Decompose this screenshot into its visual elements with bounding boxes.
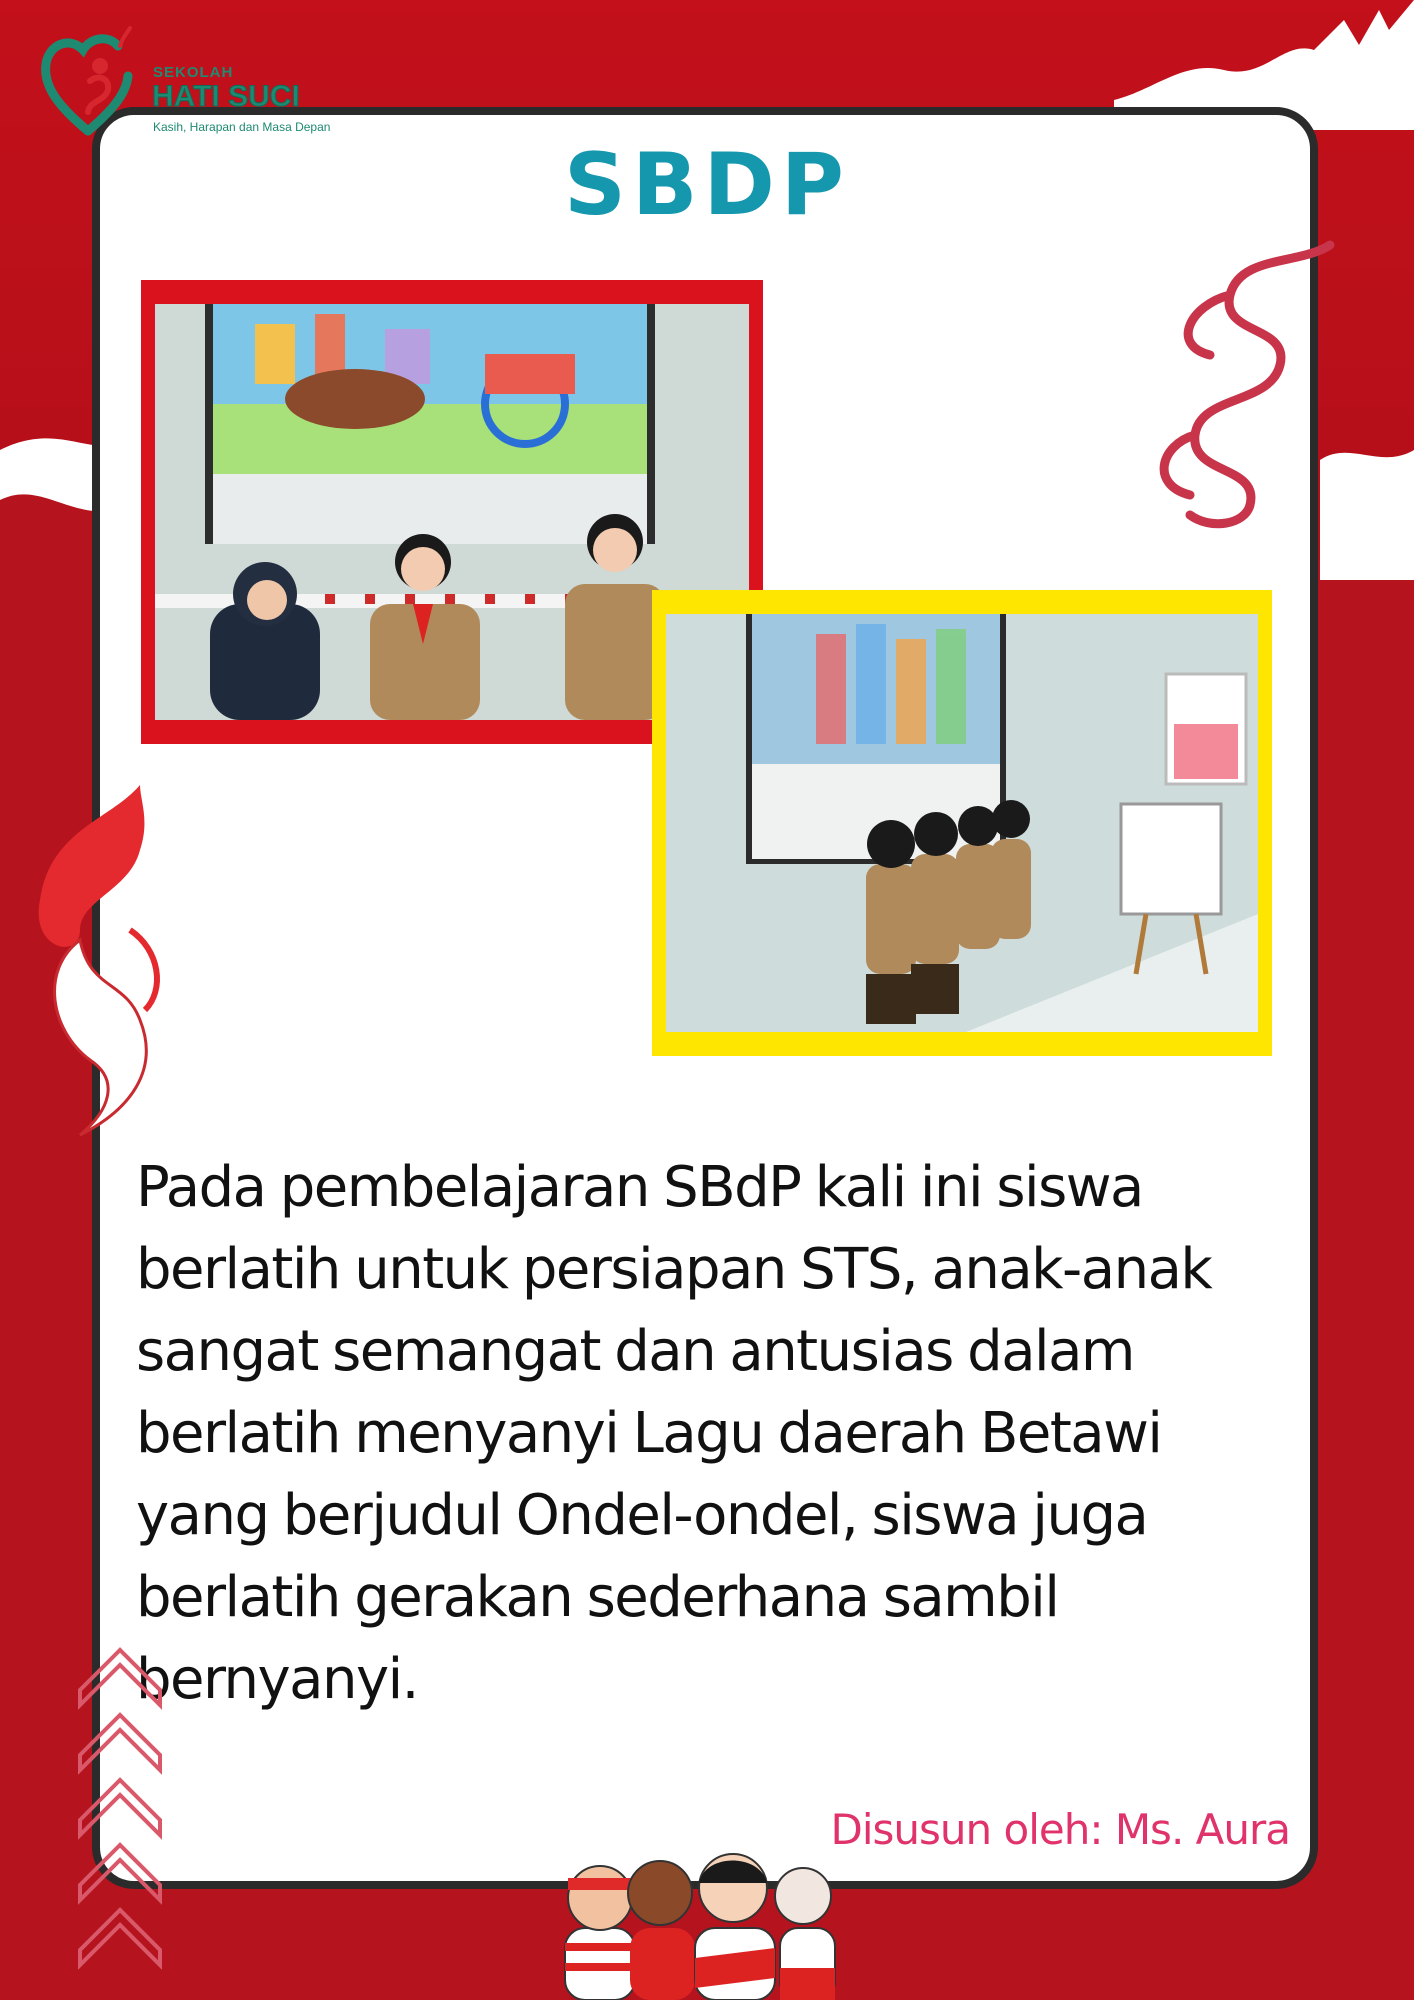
logo-tagline: Kasih, Harapan dan Masa Depan (153, 120, 331, 134)
chevron-decoration (70, 1640, 170, 1980)
classroom-photo-2 (666, 614, 1258, 1032)
description-paragraph: Pada pembelajaran SBdP kali ini siswa berlatih untuk persiapan STS, anak-anak sangat semangat dan antusias dalam berlatih menyanyi Lagu daerah Betawi yang berjudul Ondel-ondel, siswa juga berlatih gerakan sederhana sambil bernyanyi. (136, 1155, 1212, 1712)
spiral-ribbon-decoration (1150, 235, 1340, 535)
heart-logo-icon (38, 26, 138, 141)
flame-decoration (20, 780, 170, 1140)
logo-line-2: HATI SUCI (152, 80, 300, 113)
page-title: SBDP (564, 135, 850, 235)
children-illustration (555, 1828, 855, 2000)
school-logo (38, 26, 338, 141)
photo-frame-2 (652, 590, 1272, 1056)
author-credit: Disusun oleh: Ms. Aura (830, 1805, 1290, 1854)
logo-line-1: SEKOLAH (153, 64, 234, 81)
